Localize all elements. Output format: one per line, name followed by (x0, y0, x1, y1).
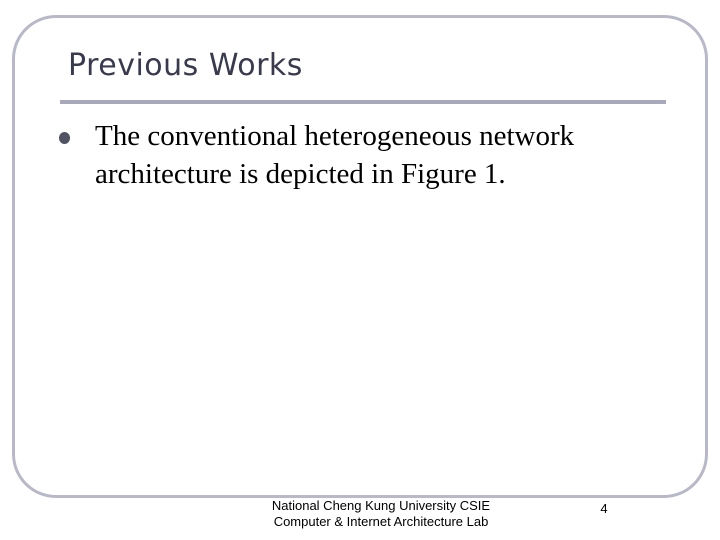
footer-organization (250, 498, 512, 530)
slide-title: Previous Works (68, 48, 303, 83)
page-number: 4 (600, 501, 608, 516)
title-divider (60, 100, 666, 104)
footer-line-1: National Cheng Kung University CSIE (271, 498, 491, 513)
footer-line-2: Computer & Internet Architecture Lab (273, 514, 489, 529)
bullet-icon (59, 132, 70, 144)
bullet-text: The conventional heterogeneous network architecture is depicted in Figure 1. (95, 120, 575, 190)
